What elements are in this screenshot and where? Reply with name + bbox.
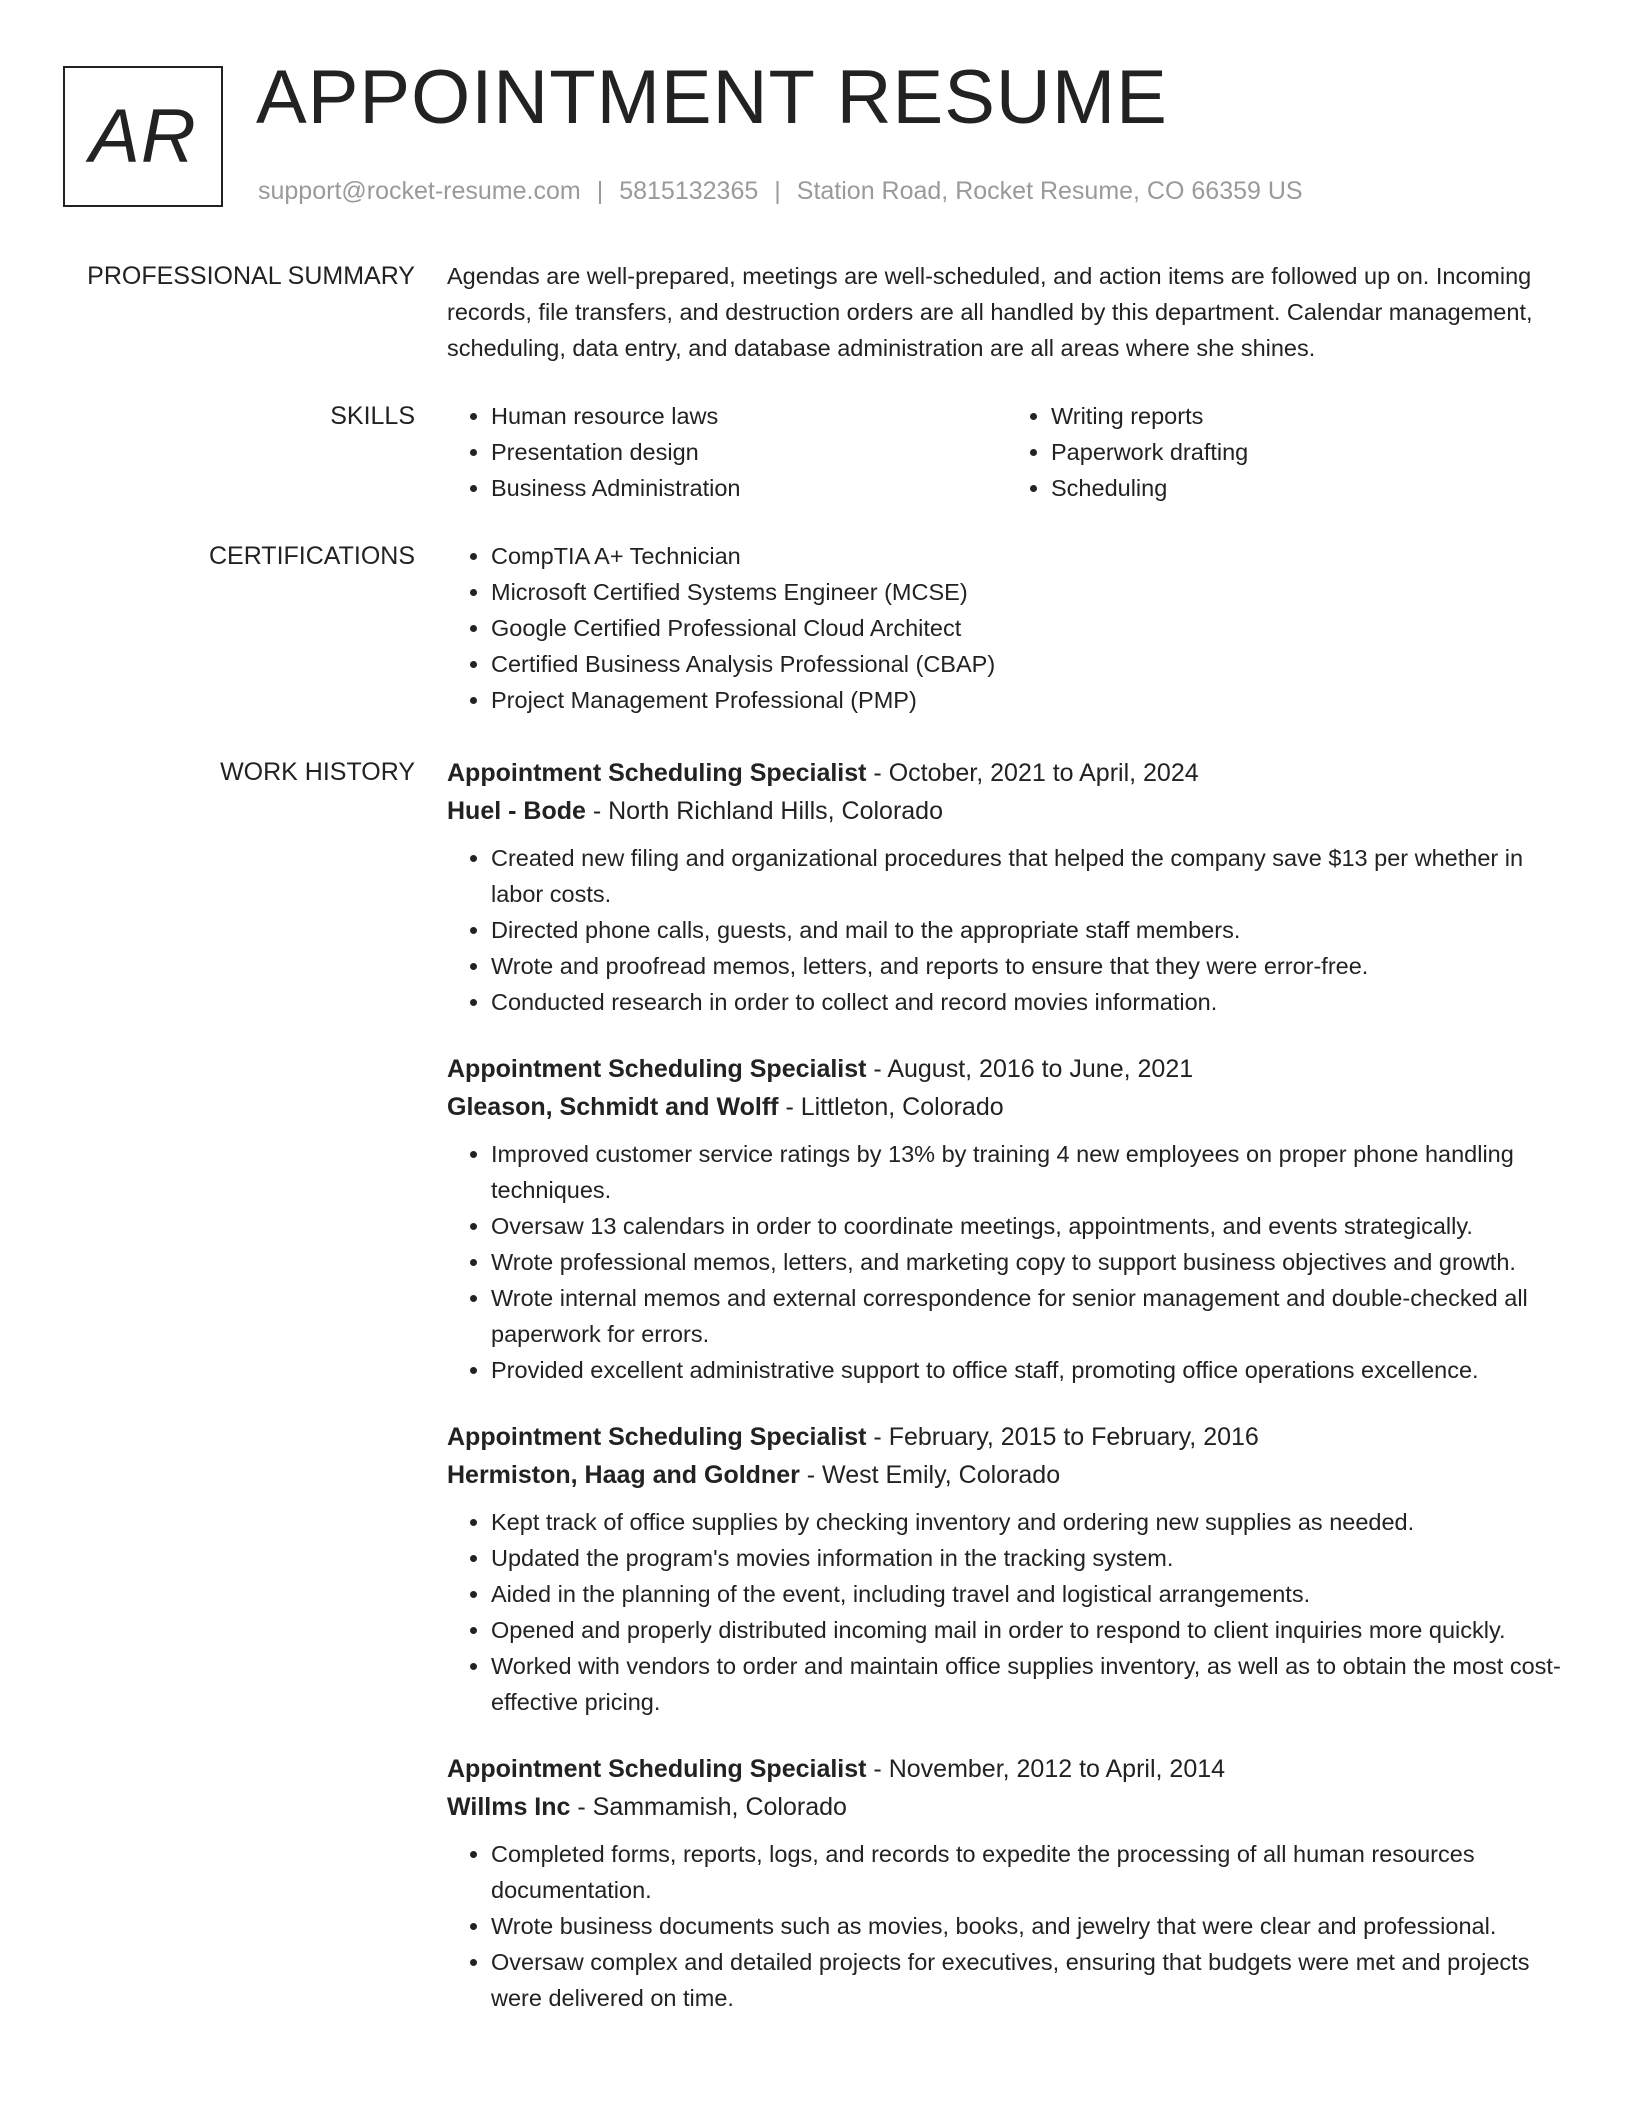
job-bullet: • Created new filing and organizational procedures that helped the company save $13 per whether in labor costs. [491, 840, 1567, 912]
job-entry [447, 1418, 1567, 1720]
skill-item: • Writing reports [1051, 398, 1567, 434]
contact-phone[interactable]: 5815132365 [619, 177, 759, 205]
contact-line [258, 176, 1303, 206]
skills-column-2 [1007, 398, 1567, 506]
contact-email[interactable]: support@rocket-resume.com [258, 177, 581, 205]
summary-text: Agendas are well-prepared, meetings are well-scheduled, and action items are followed up on. Incoming records, file transfers, and destruction orders are all handled by this department. Calendar management, scheduling, data entry, and database administration are all areas where she shines. [447, 263, 1533, 361]
job-title: Appointment Scheduling Specialist [447, 759, 867, 787]
summary-label: PROFESSIONAL SUMMARY [87, 262, 415, 290]
job-bullets [447, 1136, 1567, 1388]
skill-item: • Paperwork drafting [1051, 434, 1567, 470]
job-company: Willms Inc [447, 1793, 571, 1821]
job-location: - North Richland Hills, Colorado [585, 797, 943, 825]
job-bullet: • Wrote internal memos and external correspondence for senior management and double-checked all paperwork for errors. [491, 1280, 1567, 1352]
job-location: - Littleton, Colorado [778, 1093, 1004, 1121]
skills-list [447, 398, 1567, 506]
job-bullet: • Conducted research in order to collect and record movies information. [491, 984, 1567, 1020]
resume-title: APPOINTMENT RESUME [256, 55, 1168, 140]
job-bullets [447, 1504, 1567, 1720]
job-bullet: • Oversaw 13 calendars in order to coordinate meetings, appointments, and events strategically. [491, 1208, 1567, 1244]
job-bullet: • Provided excellent administrative support to office staff, promoting office operations excellence. [491, 1352, 1567, 1388]
work-history-list [447, 754, 1567, 2046]
certifications-list [447, 538, 1567, 718]
job-bullet: • Wrote business documents such as movies, books, and jewelry that were clear and professional. [491, 1908, 1567, 1944]
skills-column-1 [447, 398, 1007, 506]
monogram-initials: AR [89, 93, 197, 179]
job-entry [447, 1750, 1567, 2016]
job-title-line [447, 1418, 1567, 1456]
job-bullets [447, 840, 1567, 1020]
job-bullet: • Updated the program's movies information in the tracking system. [491, 1540, 1567, 1576]
job-dates: - November, 2012 to April, 2014 [866, 1755, 1226, 1783]
job-bullet: • Worked with vendors to order and maintain office supplies inventory, as well as to obtain the most cost-effective pricing. [491, 1648, 1567, 1720]
skill-item: • Human resource laws [491, 398, 1007, 434]
job-bullet: • Kept track of office supplies by checking inventory and ordering new supplies as needed. [491, 1504, 1567, 1540]
job-bullet: • Aided in the planning of the event, including travel and logistical arrangements. [491, 1576, 1567, 1612]
contact-separator: | [596, 177, 604, 205]
job-title-line [447, 754, 1567, 792]
job-company: Hermiston, Haag and Goldner [447, 1461, 800, 1489]
job-bullet: • Oversaw complex and detailed projects for executives, ensuring that budgets were met and projects were delivered on time. [491, 1944, 1567, 2016]
contact-separator: | [774, 177, 781, 205]
certification-item: • CompTIA A+ Technician [491, 538, 1567, 574]
certification-item: • Microsoft Certified Systems Engineer (MCSE) [491, 574, 1567, 610]
certification-item: • Project Management Professional (PMP) [491, 682, 1567, 718]
job-company: Gleason, Schmidt and Wolff [447, 1093, 779, 1121]
job-company-line [447, 1788, 1567, 1826]
job-dates: - August, 2016 to June, 2021 [866, 1055, 1194, 1083]
skill-item: • Presentation design [491, 434, 1007, 470]
job-bullet: • Directed phone calls, guests, and mail to the appropriate staff members. [491, 912, 1567, 948]
job-entry [447, 754, 1567, 1020]
job-title-line [447, 1050, 1567, 1088]
job-bullet: • Completed forms, reports, logs, and records to expedite the processing of all human resources documentation. [491, 1836, 1567, 1908]
job-bullet: • Wrote and proofread memos, letters, and reports to ensure that they were error-free. [491, 948, 1567, 984]
contact-address: Station Road, Rocket Resume, CO 66359 US [796, 177, 1303, 205]
job-dates: - February, 2015 to February, 2016 [866, 1423, 1259, 1451]
job-company-line [447, 792, 1567, 830]
job-bullet: • Opened and properly distributed incoming mail in order to respond to client inquiries more quickly. [491, 1612, 1567, 1648]
job-location: - West Emily, Colorado [799, 1461, 1061, 1489]
job-location: - Sammamish, Colorado [570, 1793, 847, 1821]
job-title: Appointment Scheduling Specialist [447, 1055, 867, 1083]
job-bullets [447, 1836, 1567, 2016]
job-title: Appointment Scheduling Specialist [447, 1423, 867, 1451]
certifications-label: CERTIFICATIONS [208, 542, 415, 570]
job-title-line [447, 1750, 1567, 1788]
skills-label: SKILLS [330, 402, 415, 430]
certification-item: • Google Certified Professional Cloud Architect [491, 610, 1567, 646]
job-company-line [447, 1088, 1567, 1126]
job-company: Huel - Bode [447, 797, 586, 825]
skill-item: • Business Administration [491, 470, 1007, 506]
job-company-line [447, 1456, 1567, 1494]
work-history-label: WORK HISTORY [220, 758, 415, 786]
job-bullet: • Improved customer service ratings by 13% by training 4 new employees on proper phone handling techniques. [491, 1136, 1567, 1208]
job-title: Appointment Scheduling Specialist [447, 1755, 867, 1783]
certification-item: • Certified Business Analysis Professional (CBAP) [491, 646, 1567, 682]
monogram-box [63, 66, 223, 207]
job-bullet: • Wrote professional memos, letters, and marketing copy to support business objectives and growth. [491, 1244, 1567, 1280]
skill-item: • Scheduling [1051, 470, 1567, 506]
job-entry [447, 1050, 1567, 1388]
job-dates: - October, 2021 to April, 2024 [866, 759, 1199, 787]
